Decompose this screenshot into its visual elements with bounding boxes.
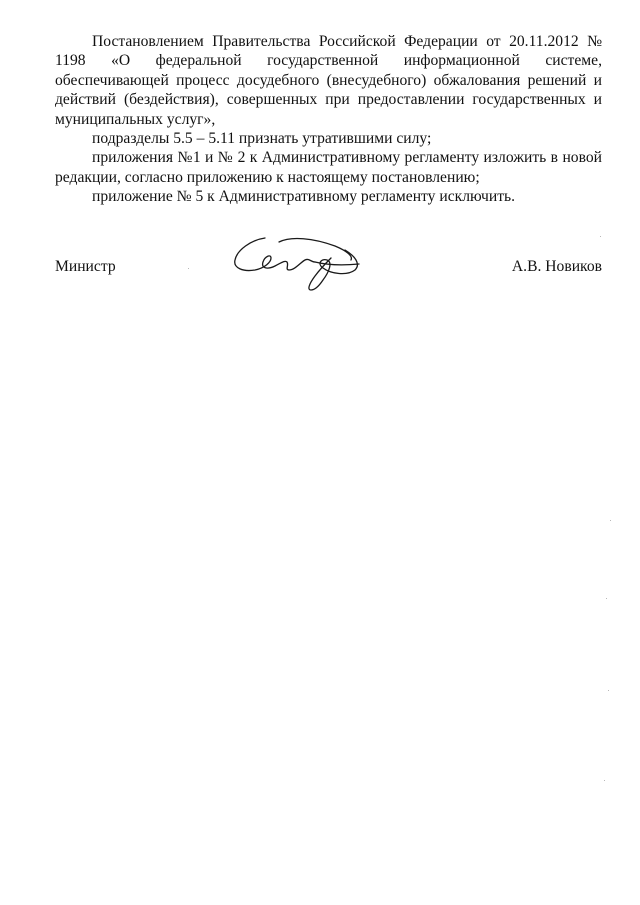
signatory-title: Министр [55, 258, 116, 275]
handwritten-signature-icon [227, 232, 367, 294]
signature-block [55, 232, 602, 302]
scan-speck [188, 268, 189, 269]
paragraph-appendices-new-edition: приложения №1 и № 2 к Административному регламенту изложить в новой редакции, согласно приложению к настоящему постановлению; [55, 149, 602, 186]
paragraph-resolution-reference: Постановлением Правительства Российской Федерации от 20.11.2012 № 1198 «О федеральной государственной информационной системе, обеспечивающей процесс досудебного (внесудебного) обжалования решений и действий (бездействия), совершенных при предоставлении государственных и муниципальных услуг», [55, 33, 602, 128]
scan-speck [604, 780, 605, 781]
document-body [55, 32, 602, 207]
scan-speck [610, 520, 611, 521]
paragraph-subsections-void: подразделы 5.5 – 5.11 признать утратившими силу; [92, 130, 432, 148]
signatory-name: А.В. Новиков [511, 258, 602, 275]
scan-speck [606, 598, 607, 599]
scan-speck [608, 690, 609, 691]
paragraph-appendix-exclude: приложение № 5 к Административному регламенту исключить. [92, 188, 516, 206]
scan-speck [600, 236, 601, 237]
